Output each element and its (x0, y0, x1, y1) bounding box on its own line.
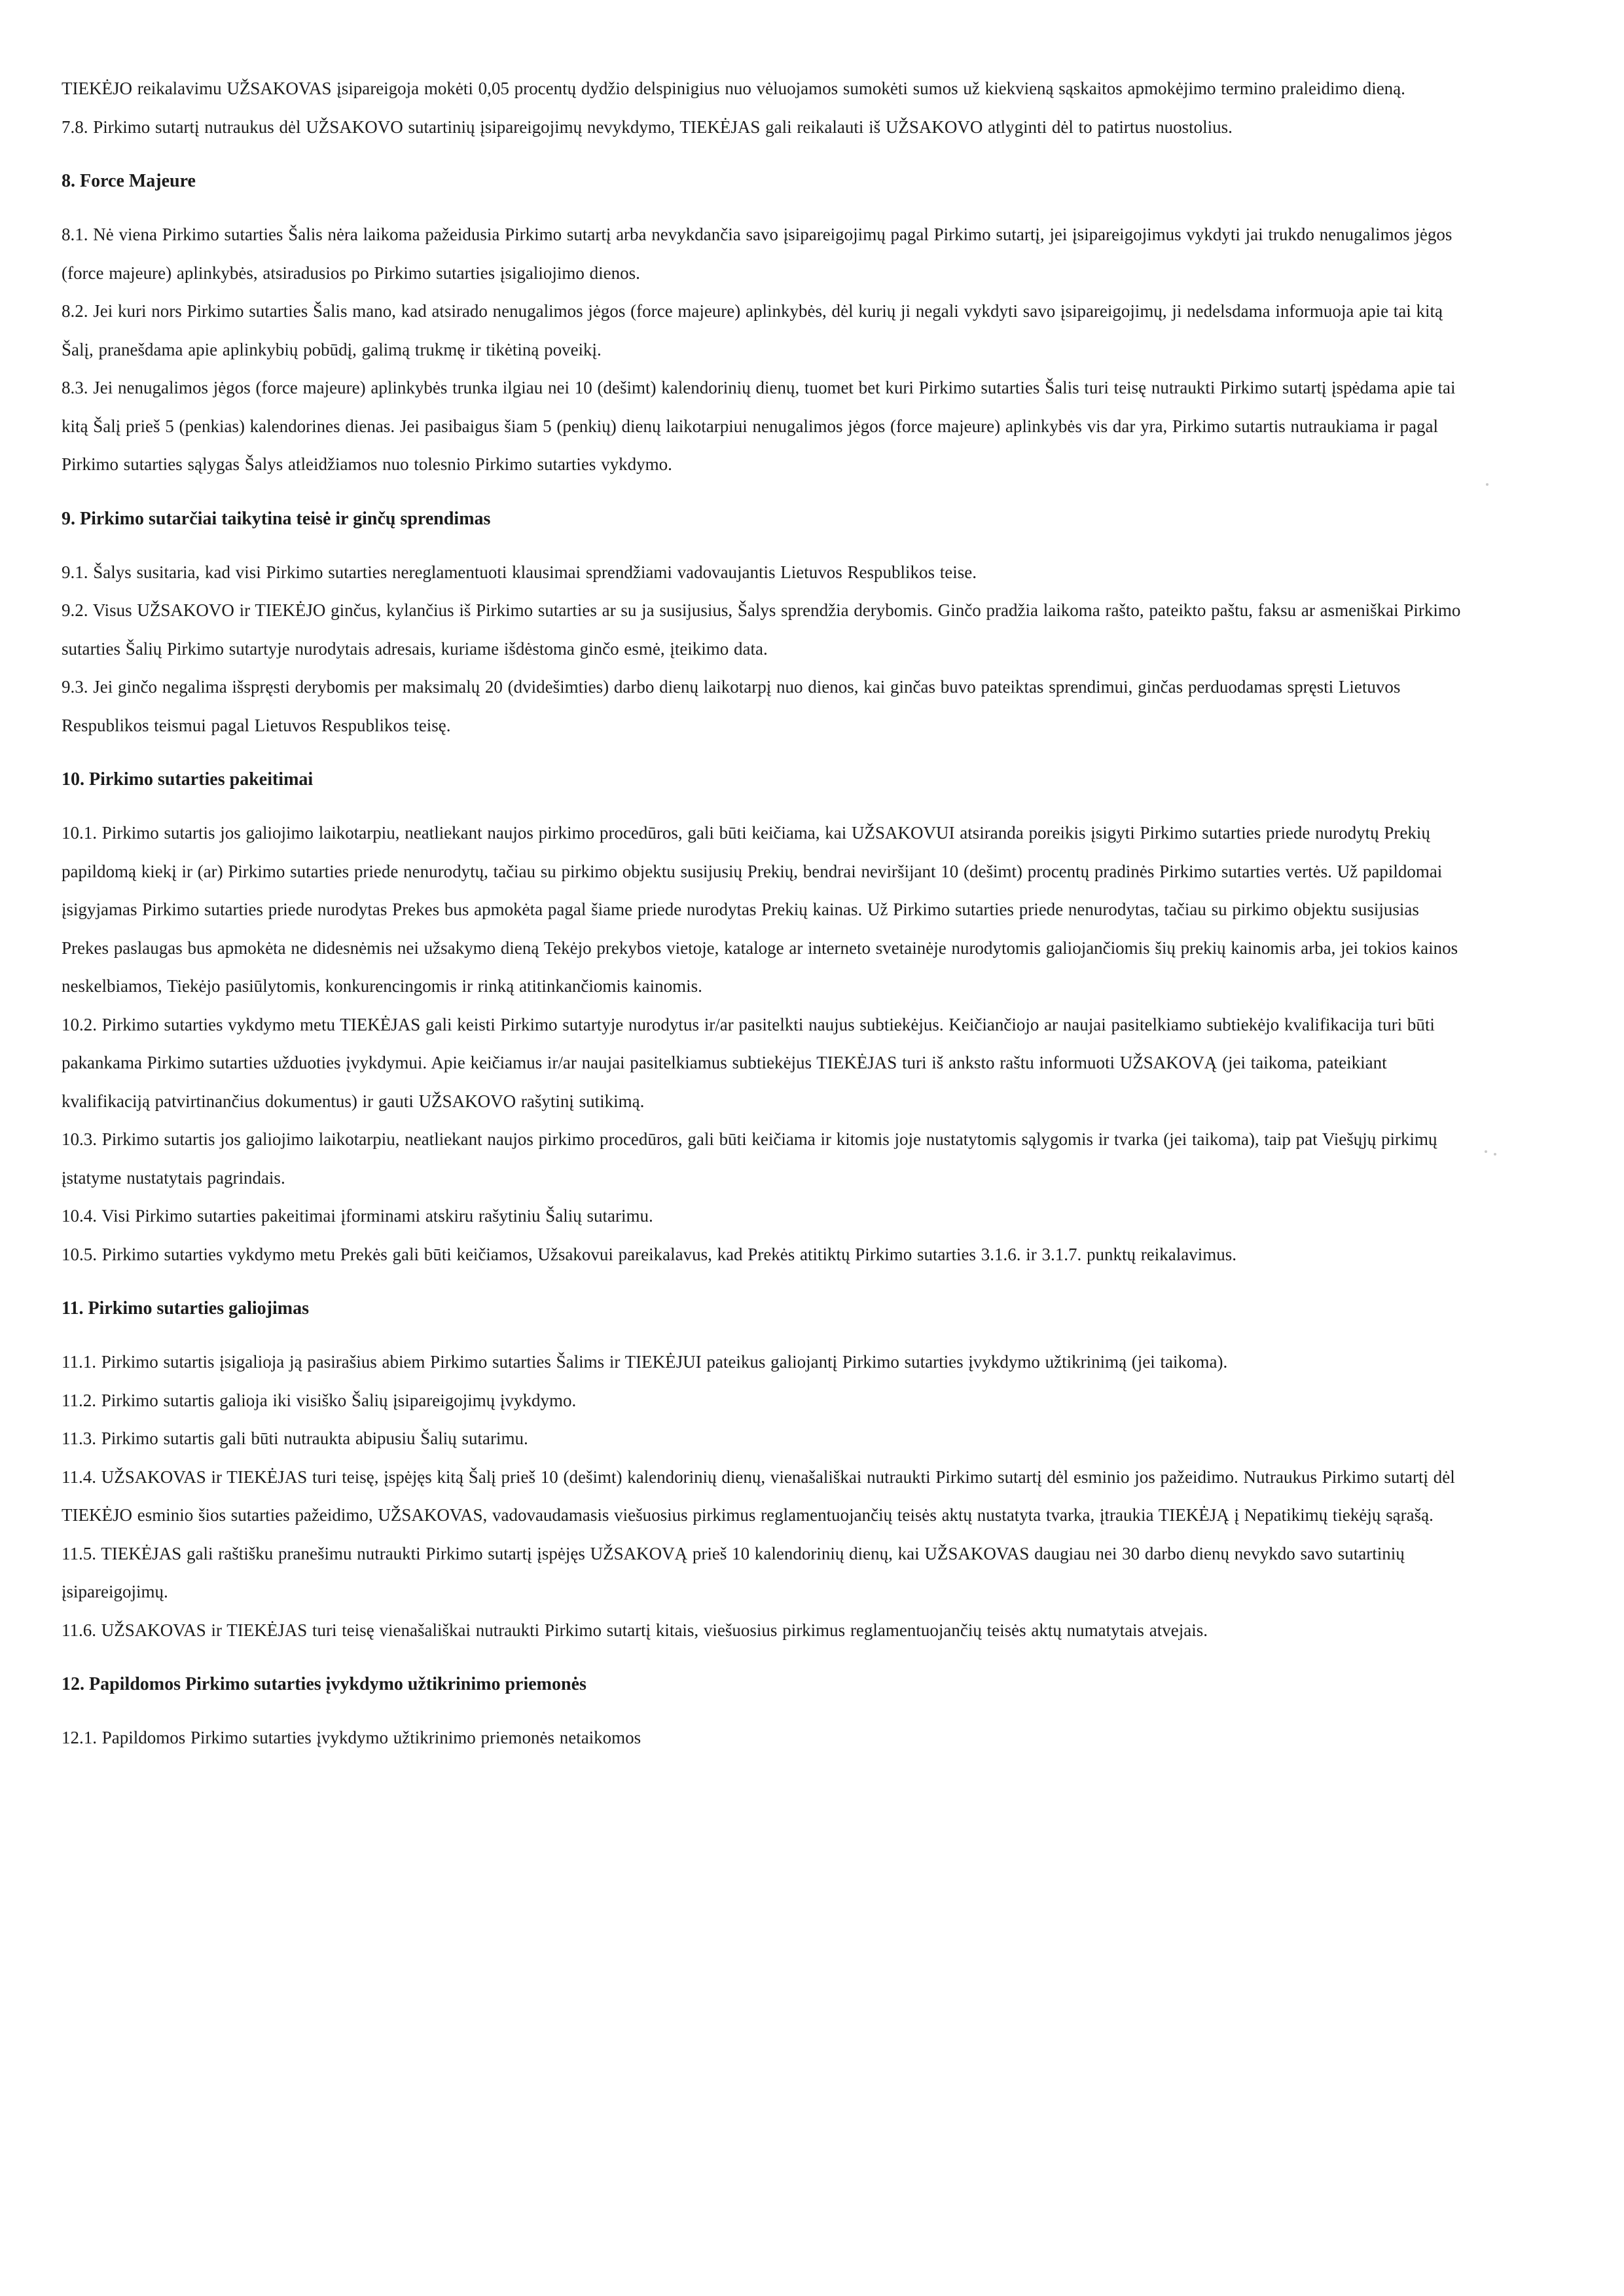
paragraph: 10.3. Pirkimo sutartis jos galiojimo laikotarpiu, neatliekant naujos pirkimo procedūros, gali būti keičiama ir kitomis joje nustatytomis sąlygomis ir tvarka (jei taikoma), taip pat Viešųjų pirkimų įstatyme nustatytais pagrindais. (62, 1129, 1437, 1188)
section-continuation (62, 69, 1467, 146)
section-heading: 10. Pirkimo sutarties pakeitimai (62, 769, 314, 790)
paragraph: 11.6. UŽSAKOVAS ir TIEKĖJAS turi teisę vienašališkai nutraukti Pirkimo sutartį kitais, viešuosius pirkimus reglamentuojančių teisės aktų numatytais atvejais. (62, 1620, 1208, 1640)
paragraph: 9.2. Visus UŽSAKOVO ir TIEKĖJO ginčus, kylančius iš Pirkimo sutarties ar su ja susijusius, Šalys sprendžia derybomis. Ginčo pradžia laikoma rašto, pateikto paštu, faksu ar asmeniškai Pirkimo sutarties Šalių Pirkimo sutartyje nurodytais adresais, kuriame išdėstoma ginčo esmė, įteikimo data. (62, 600, 1461, 659)
scan-speck (1494, 1153, 1496, 1156)
section-additional-guarantees (62, 1671, 1467, 1757)
paragraph: 10.1. Pirkimo sutartis jos galiojimo laikotarpiu, neatliekant naujos pirkimo procedūros, gali būti keičiama, kai UŽSAKOVUI atsiranda poreikis įsigyti Pirkimo sutarties priede nurodytų Prekių papildomą kiekį ir (ar) Pirkimo sutarties priede nenurodytų, tačiau su pirkimo objektu susijusių Prekių, bendrai neviršijant 10 (dešimt) procentų pradinės Pirkimo sutarties vertės. Už papildomai įsigyjamas Pirkimo sutarties priede nurodytas Prekes bus apmokėta pagal šiame priede nurodytas Prekių kainas. Už Pirkimo sutarties priede nenurodytas, tačiau su pirkimo objektu susijusias Prekes paslaugas bus apmokėta ne didesnėmis nei užsakymo dieną Tekėjo prekybos vietoje, kataloge ar interneto svetainėje nurodytomis galiojančiomis šių prekių kainomis arba, jei tokios kainos neskelbiamos, Tiekėjo pasiūlytomis, konkurencingomis ir rinką atitinkančiomis kainomis. (62, 823, 1458, 996)
section-heading: 12. Papildomos Pirkimo sutarties įvykdymo užtikrinimo priemonės (62, 1674, 586, 1694)
paragraph: 11.5. TIEKĖJAS gali raštišku pranešimu nutraukti Pirkimo sutartį įspėjęs UŽSAKOVĄ prieš 10 kalendorinių dienų, kai UŽSAKOVAS daugiau nei 30 darbo dienų nevykdo savo sutartinių įsipareigojimų. (62, 1543, 1405, 1601)
paragraph: 10.5. Pirkimo sutarties vykdymo metu Prekės gali būti keičiamos, Užsakovui pareikalavus, kad Prekės atitiktų Pirkimo sutarties 3.1.6. ir 3.1.7. punktų reikalavimus. (62, 1244, 1236, 1264)
scan-speck (1485, 1150, 1487, 1153)
section-heading: 8. Force Majeure (62, 171, 196, 191)
section-contract-amendments (62, 767, 1467, 1273)
paragraph: 11.1. Pirkimo sutartis įsigalioja ją pasirašius abiem Pirkimo sutarties Šalims ir TIEKĖJUI pateikus galiojantį Pirkimo sutarties įvykdymo užtikrinimą (jei taikoma). (62, 1352, 1228, 1372)
paragraph: 10.2. Pirkimo sutarties vykdymo metu TIEKĖJAS gali keisti Pirkimo sutartyje nurodytus ir/ar pasitelkti naujus subtiekėjus. Keičiančiojo ar naujai pasitelkiamo subtiekėjo kvalifikacija turi būti pakankama Pirkimo sutarties užduoties įvykdymui. Apie keičiamus ir/ar naujai pasitelkiamus subtiekėjus TIEKĖJAS turi iš anksto raštu informuoti UŽSAKOVĄ (jei taikoma, pateikiant kvalifikaciją patvirtinančius dokumentus) ir gauti UŽSAKOVO rašytinį sutikimą. (62, 1014, 1435, 1111)
section-contract-validity (62, 1296, 1467, 1649)
paragraph: 9.3. Jei ginčo negalima išspręsti derybomis per maksimalų 20 (dvidešimties) darbo dienų laikotarpį nuo dienos, kai ginčas buvo pateiktas sprendimui, ginčas perduodamas spręsti Lietuvos Respublikos teismui pagal Lietuvos Respublikos teisę. (62, 677, 1401, 735)
paragraph: 12.1. Papildomos Pirkimo sutarties įvykdymo užtikrinimo priemonės netaikomos (62, 1728, 641, 1747)
paragraph: 11.2. Pirkimo sutartis galioja iki visiško Šalių įsipareigojimų įvykdymo. (62, 1390, 577, 1410)
scan-speck (1486, 483, 1489, 486)
paragraph: 10.4. Visi Pirkimo sutarties pakeitimai įforminami atskiru rašytiniu Šalių sutarimu. (62, 1206, 653, 1226)
section-heading: 9. Pirkimo sutarčiai taikytina teisė ir ginčų sprendimas (62, 508, 491, 529)
paragraph: 11.3. Pirkimo sutartis gali būti nutraukta abipusiu Šalių sutarimu. (62, 1429, 528, 1448)
section-force-majeure (62, 168, 1467, 484)
paragraph: 8.2. Jei kuri nors Pirkimo sutarties Šalis mano, kad atsirado nenugalimos jėgos (force majeure) aplinkybės, dėl kurių ji negali vykdyti savo įsipareigojimų, ji nedelsdama informuoja apie tai kitą Šalį, pranešdama apie aplinkybių pobūdį, galimą trukmę ir tikėtiną poveikį. (62, 301, 1443, 359)
paragraph: 8.3. Jei nenugalimos jėgos (force majeure) aplinkybės trunka ilgiau nei 10 (dešimt) kalendorinių dienų, tuomet bet kuri Pirkimo sutarties Šalis turi teisę nutraukti Pirkimo sutartį įspėdama apie tai kitą Šalį prieš 5 (penkias) kalendorines dienas. Jei pasibaigus šiam 5 (penkių) dienų laikotarpiui nenugalimos jėgos (force majeure) aplinkybės vis dar yra, Pirkimo sutartis nutraukiama ir pagal Pirkimo sutarties sąlygas Šalys atleidžiamos nuo tolesnio Pirkimo sutarties vykdymo. (62, 378, 1456, 474)
paragraph: 8.1. Nė viena Pirkimo sutarties Šalis nėra laikoma pažeidusia Pirkimo sutartį arba nevykdančia savo įsipareigojimų pagal Pirkimo sutartį, jei įsipareigojimus vykdyti jai trukdo nenugalimos jėgos (force majeure) aplinkybės, atsiradusios po Pirkimo sutarties įsigaliojimo dienos. (62, 225, 1453, 283)
paragraph: TIEKĖJO reikalavimu UŽSAKOVAS įsipareigoja mokėti 0,05 procentų dydžio delspinigius nuo vėluojamos sumokėti sumos už kiekvieną sąskaitos apmokėjimo termino praleidimo dieną. (62, 79, 1405, 98)
section-heading: 11. Pirkimo sutarties galiojimas (62, 1298, 309, 1319)
section-applicable-law (62, 506, 1467, 745)
paragraph: 11.4. UŽSAKOVAS ir TIEKĖJAS turi teisę, įspėjęs kitą Šalį prieš 10 (dešimt) kalendorinių dienų, vienašališkai nutraukti Pirkimo sutartį dėl esminio jos pažeidimo. Nutraukus Pirkimo sutartį dėl TIEKĖJO esminio šios sutarties pažeidimo, UŽSAKOVAS, vadovaudamasis viešuosius pirkimus reglamentuojančių teisės aktų nustatyta tvarka, įtraukia TIEKĖJĄ į Nepatikimų tiekėjų sąrašą. (62, 1467, 1455, 1525)
paragraph: 7.8. Pirkimo sutartį nutraukus dėl UŽSAKOVO sutartinių įsipareigojimų nevykdymo, TIEKĖJAS gali reikalauti iš UŽSAKOVO atlyginti dėl to patirtus nuostolius. (62, 117, 1233, 137)
paragraph: 9.1. Šalys susitaria, kad visi Pirkimo sutarties nereglamentuoti klausimai sprendžiami vadovaujantis Lietuvos Respublikos teise. (62, 562, 977, 582)
